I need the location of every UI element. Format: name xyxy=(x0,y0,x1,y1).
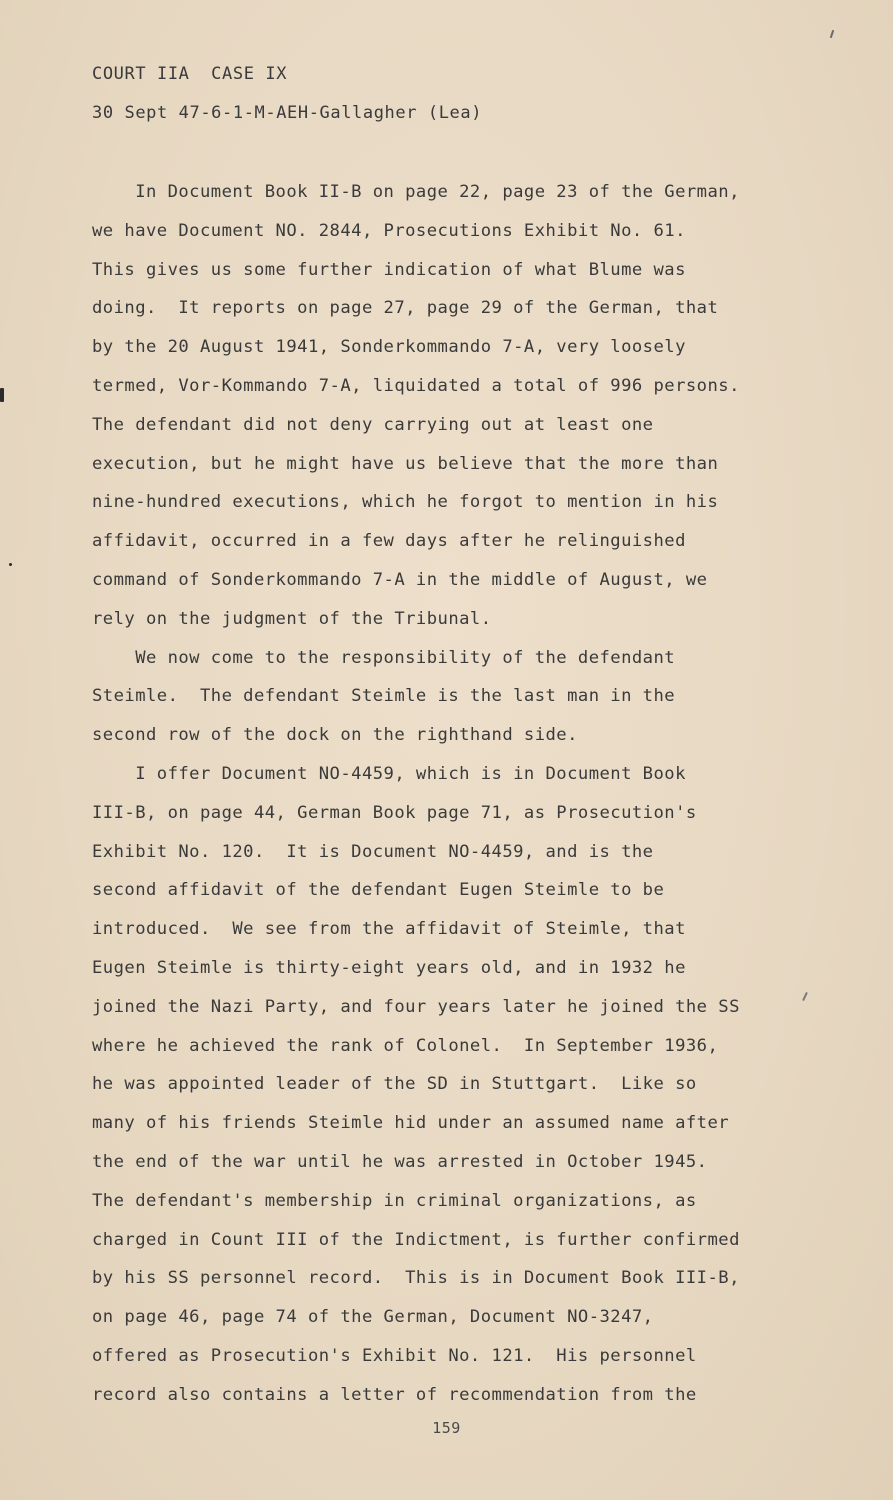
text-line: The defendant's membership in criminal organizations, as xyxy=(92,1190,697,1211)
text-line: Eugen Steimle is thirty-eight years old, and in 1932 he xyxy=(92,957,686,978)
text-line: rely on the judgment of the Tribunal. xyxy=(92,608,492,629)
text-line: where he achieved the rank of Colonel. In September 1936, xyxy=(92,1035,719,1056)
pencil-tick xyxy=(830,30,834,38)
text-line: by the 20 August 1941, Sonderkommando 7-A, very loosely xyxy=(92,337,686,358)
page-number: 159 xyxy=(432,1419,461,1437)
text-line: many of his friends Steimle hid under an assumed name after xyxy=(92,1113,730,1134)
text-line: termed, Vor-Kommando 7-A, liquidated a total of 996 persons. xyxy=(92,375,740,396)
transcript-body xyxy=(92,181,812,1423)
text-line: doing. It reports on page 27, page 29 of the German, that xyxy=(92,298,719,319)
text-line: command of Sonderkommando 7-A in the middle of August, we xyxy=(92,569,708,590)
text-line: Steimle. The defendant Steimle is the last man in the xyxy=(92,686,676,707)
text-line: charged in Count III of the Indictment, is further confirmed xyxy=(92,1229,740,1250)
text-line: we have Document NO. 2844, Prosecutions Exhibit No. 61. xyxy=(92,220,686,241)
text-line: execution, but he might have us believe that the more than xyxy=(92,453,719,474)
ink-dot xyxy=(9,563,12,566)
text-line: affidavit, occurred in a few days after he relinguished xyxy=(92,531,686,552)
text-line: introduced. We see from the affidavit of Steimle, that xyxy=(92,919,686,940)
text-line: The defendant did not deny carrying out at least one xyxy=(92,414,654,435)
text-line: This gives us some further indication of what Blume was xyxy=(92,259,686,280)
text-line: We now come to the responsibility of the defendant xyxy=(92,647,676,668)
text-line: second affidavit of the defendant Eugen Steimle to be xyxy=(92,880,665,901)
text-line: offered as Prosecution's Exhibit No. 121. His personnel xyxy=(92,1345,697,1366)
text-line: In Document Book II-B on page 22, page 23 of the German, xyxy=(92,182,740,202)
binding-mark xyxy=(0,388,4,402)
text-line: on page 46, page 74 of the German, Document NO-3247, xyxy=(92,1307,654,1328)
text-line: by his SS personnel record. This is in Document Book III-B, xyxy=(92,1268,740,1289)
case-header: COURT IIA CASE IX xyxy=(92,64,288,84)
text-line: record also contains a letter of recommendation from the xyxy=(92,1384,697,1405)
text-line: Exhibit No. 120. It is Document NO-4459, and is the xyxy=(92,841,654,862)
text-line: III-B, on page 44, German Book page 71, as Prosecution's xyxy=(92,802,697,823)
text-line: second row of the dock on the righthand side. xyxy=(92,725,578,746)
text-line: joined the Nazi Party, and four years later he joined the SS xyxy=(92,996,740,1017)
text-line: I offer Document NO-4459, which is in Document Book xyxy=(92,763,686,784)
text-line: the end of the war until he was arrested in October 1945. xyxy=(92,1151,708,1172)
text-line: nine-hundred executions, which he forgot to mention in his xyxy=(92,492,719,513)
text-line: he was appointed leader of the SD in Stuttgart. Like so xyxy=(92,1074,697,1095)
session-reference: 30 Sept 47-6-1-M-AEH-Gallagher (Lea) xyxy=(92,103,483,123)
